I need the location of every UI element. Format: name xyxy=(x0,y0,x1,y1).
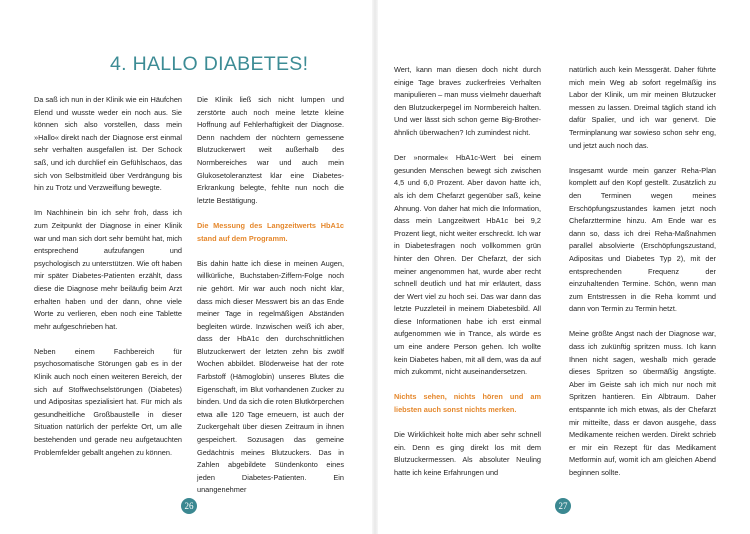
left-column-1 xyxy=(34,94,182,472)
paragraph: Meine größte Angst nach der Diagnose war, dass ich zukünftig spritzen muss. Ich kann Ihnen nicht sagen, weshalb mich gerade dieses Spritzen so übermäßig ängstigte. Aber im Geiste sah ich mich nur noch mit Spritzen hantieren. Ein Albtraum. Daher entspannte ich mich etwas, als der Chefarzt mir mitteilte, dass er davon ausgehe, dass Medikamente reichen werden. Direkt schrieb er mir ein Rezept für das Medikament Metformin auf, womit ich am gleichen Abend beginnen sollte. xyxy=(569,329,716,477)
paragraph: Die Wirklichkeit holte mich aber sehr schnell ein. Denn es ging direkt los mit dem Blutzuckermessen. Als absoluter Neuling hatte ich keine Erfahrungen und xyxy=(394,430,541,477)
subheading: Die Messung des Langzeitwerts HbA1c stand auf dem Programm. xyxy=(197,220,344,243)
chapter-title: 4. HALLO DIABETES! xyxy=(110,53,309,75)
paragraph: Die Klinik ließ sich nicht lumpen und zerstörte auch noch meine letzte kleine Hoffnung auf Fehlerhaftigkeit der Diagnose. Denn nachdem der nüchtern gemessene Blutzuckerwert weit außerhalb des Normbereiches war und auch mein Glukosetoleranztest klar eine Diabetes-Erkrankung belegte, fehlte nun noch die letzte Bestätigung. xyxy=(197,95,344,205)
right-page xyxy=(378,0,750,534)
paragraph: Im Nachhinein bin ich sehr froh, dass ich zum Zeitpunkt der Diagnose in einer Klinik war und man sich dort sehr bemüht hat, mich entsprechend aufzufangen und psychologisch zu unterstützen. Wie oft haben mir später Diabetes-Patienten erzählt, dass diese die Diagnose mehr beiläufig beim Arzt erhalten haben und der dann, ohne viele Worte zu verlieren, eben noch eine Tablette mehr aufgeschrieben hat. xyxy=(34,208,182,331)
page-number-badge: 26 xyxy=(181,498,197,514)
paragraph: Neben einem Fachbereich für psychosomatische Störungen gab es in der Klinik auch noch einen weiteren Bereich, der sich auf Stoffwechselstörungen (Diabetes) und Adipositas spezialisiert hat. Für mich als gesundheitliche Großbaustelle in dieser Situation natürlich der perfekte Ort, um alle bestehenden und gerade neu aufgetauchten Problemfelder geballt angehen zu können. xyxy=(34,346,182,457)
right-column-1 xyxy=(394,64,541,492)
paragraph: Bis dahin hatte ich diese in meinen Augen, willkürliche, Buchstaben-Ziffern-Folge noch nie gehört. Mir war auch noch nicht klar, dass mich dieser Messwert bis an das Ende meiner Tage in regelmäßigen Abständen begleiten würde. Inzwischen weiß ich aber, dass der HbA1c den durchschnittlichen Blutzuckerwert der letzten zehn bis zwölf Wochen abbildet. Blöderweise hat der rote Farbstoff (Hämoglobin) unseres Blutes die Eigenschaft, im Blut vorhandenen Zucker zu binden. Und da sich die roten Blutkörperchen etwa alle 120 Tage erneuern, ist auch der Zuckergehalt über diesen Zeitraum in ihnen gespeichert. Sozusagen das gemeine Gedächtnis meines Blutzuckers. Das in Zahlen abgebildete Sündenkonto eines jeden Diabetes-Patienten. Ein unangenehmer xyxy=(197,258,344,495)
page-number-badge: 27 xyxy=(555,498,571,514)
subheading: Nichts sehen, nichts hören und am liebsten auch sonst nichts merken. xyxy=(394,392,541,415)
paragraph: Der »normale« HbA1c-Wert bei einem gesunden Menschen bewegt sich zwischen 4,5 und 6,0 Prozent. Aber davon hatte ich, als ich dem Chefarzt gegenüber saß, keine Ahnung. Von daher hat mich die Information, dass mein Langzeitwert HbA1c bei 9,2 Prozent liegt, nicht weiter erschreckt. Ich war in Diabetesfragen noch vollkommen grün hinter den Ohren. Der Chefarzt, der sich meiner angenommen hat, wurde aber recht schnell deutlich und hat mir erläutert, dass der Wert viel zu hoch sei. Das war dann das letzte Puzzleteil in meinem Diabetesbild. All diese Informationen habe ich erst einmal aufgenommen wie in Trance, als würde es um eine andere Person gehen. Ich wollte kein Diabetes haben, mit all dem, was da auf mich zukommt, nicht auseinandersetzen. xyxy=(394,153,541,377)
right-column-2 xyxy=(569,64,716,492)
paragraph: natürlich auch kein Messgerät. Daher führte mich mein Weg ab sofort regelmäßig ins Labor der Klinik, um mir meinen Blutzucker messen zu lassen. Dreimal täglich stand ich dafür Spalier, und ich war genervt. Die Terminplanung war sowieso schon sehr eng, und jetzt auch noch das. xyxy=(569,65,716,150)
left-page xyxy=(0,0,373,534)
left-column-2 xyxy=(197,94,344,510)
paragraph: Wert, kann man diesen doch nicht durch einige Tage braves zuckerfreies Verhalten manipulieren – man muss vielmehr dauerhaft den Blutzuckerpegel im Normbereich halten. Und wer lässt sich schon gerne Big-Brother-ähnlich überwachen? Ich zumindest nicht. xyxy=(394,65,541,137)
paragraph: Insgesamt wurde mein ganzer Reha-Plan komplett auf den Kopf gestellt. Zusätzlich zu den Terminen wegen meines Erschöpfungszustandes kamen jetzt noch Chefarzttermine hinzu. Am Ende war es dann so, dass ich drei Reha-Maßnahmen parallel absolvierte (Erschöpfungszustand, Adipositas und Diabetes Typ 2), mit der entsprechenden Frequenz der einzuhaltenden Termine. Schön, wenn man zum Entstressen in die Reha kommt und dann von Termin zu Termin hetzt. xyxy=(569,165,716,314)
paragraph: Da saß ich nun in der Klinik wie ein Häufchen Elend und wusste weder ein noch aus. Sie können sich also vorstellen, dass mein »Hallo« direkt nach der Diagnose erst einmal sehr verhalten ausgefallen ist. Der Schock saß, und ich durchlief ein Gefühlschaos, das sich von Selbstmitleid über Verdrängung bis hin zu Trotz und Verzweiflung bewegte. xyxy=(34,95,182,193)
